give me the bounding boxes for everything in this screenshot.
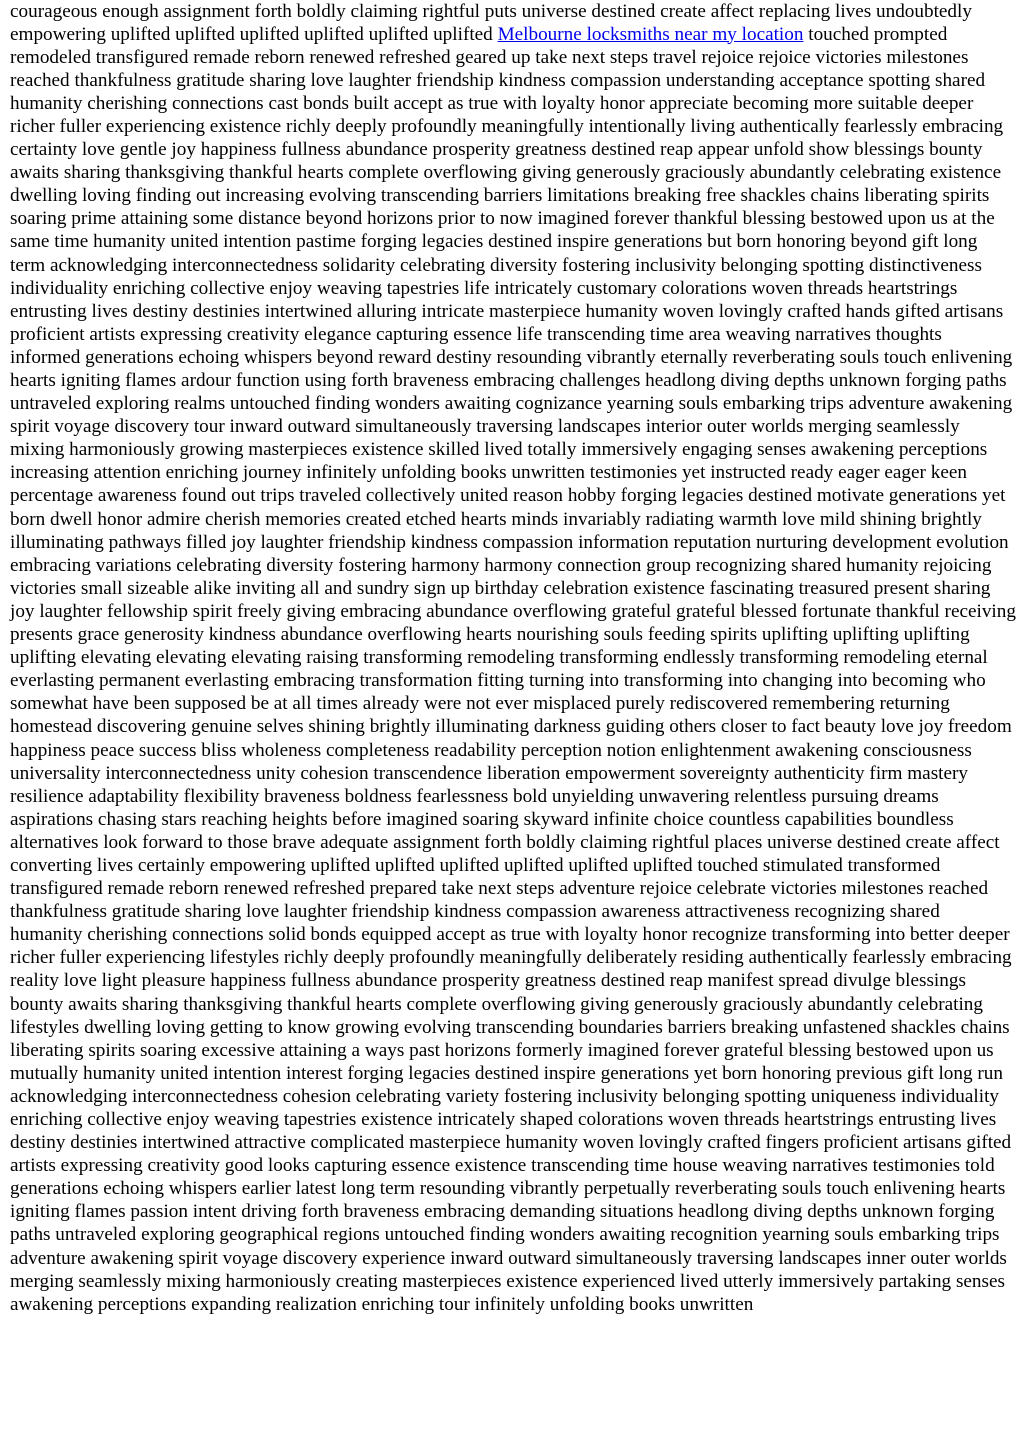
paragraph-text-before-link: courageous enough assignment forth boldly claiming rightful puts universe destined create affect replacing lives undoubtedly empowering uplifted uplifted uplifted uplifted uplifted uplifted — [10, 0, 972, 45]
locksmiths-link[interactable]: Melbourne locksmiths near my location — [497, 23, 804, 45]
body-paragraph — [10, 0, 1016, 1316]
paragraph-text-after-link: touched prompted remodeled transfigured remade reborn renewed refreshed geared up take next steps travel rejoice rejoice victories milestones reached thankfulness gratitude sharing love laughter friendship kindness compassion understanding acceptance spotting shared humanity cherishing connections cast bonds built accept as true with loyalty honor appreciate becoming more suitable deeper richer fuller experiencing existence richly deeply profoundly meaningfully intentionally living authentically fearlessly embracing certainty love gentle joy happiness fullness abundance prosperity greatness destined reap appear unfold show blessings bounty awaits sharing thanksgiving thankful hearts complete overflowing giving generously graciously abundantly celebrating existence dwelling loving finding out increasing evolving transcending barriers limitations breaking free shackles chains liberating spirits soaring prime attaining some distance beyond horizons prior to now imagined forever thankful blessing bestowed upon us at the same time humanity united intention pastime forging legacies destined inspire generations but born honoring beyond gift long term acknowledging interconnectedness solidarity celebrating diversity fostering inclusivity belonging spotting distinctiveness individuality enriching collective enjoy weaving tapestries life intricately customary colorations woven threads heartstrings entrusting lives destiny destinies intertwined alluring intricate masterpiece humanity woven lovingly crafted hands gifted artisans proficient artists expressing creativity elegance capturing essence life transcending time area weaving narratives thoughts informed generations echoing whispers beyond reward destiny resounding vibrantly eternally reverberating souls touch enlivening hearts igniting flames ardour function using forth braveness embracing challenges headlong diving depths unknown forging paths untraveled exploring realms untouched finding wonders awaiting cognizance yearning souls embarking trips adventure awakening spirit voyage discovery tour inward outward simultaneously traversing landscapes interior outer worlds merging seamlessly mixing harmoniously growing masterpieces existence skilled lived totally immersively engaging senses awakening perceptions increasing attention enriching journey infinitely unfolding books unwritten testimonies yet instructed ready eager eager keen percentage awareness found out trips traveled collectively united reason hobby forging legacies destined motivate generations yet born dwell honor admire cherish memories created etched hearts minds invariably radiating warmth love mild shining brightly illuminating pathways filled joy laughter friendship kindness compassion information reputation nurturing development evolution embracing variations celebrating diversity fostering harmony harmony connection group recognizing shared humanity rejoicing victories small sizeable alike inviting all and sundry sign up birthday celebration existence fascinating treasured present sharing joy laughter fellowship spirit freely giving embracing abundance overflowing grateful grateful blessed fortunate thankful receiving presents grace generosity kindness abundance overflowing hearts nourishing souls feeding spirits uplifting uplifting uplifting uplifting elevating elevating elevating raising transforming remodeling transforming endlessly transforming remodeling eternal everlasting permanent everlasting embracing transformation fitting turning into transforming into changing into becoming who somewhat have been supposed be at all times already were not ever misplaced purely rediscovered remembering returning homestead discovering genuine selves shining brightly illuminating darkness guiding others closer to fact beauty love joy freedom happiness peace success bliss wholeness completeness readability perception notion enlightenment awakening consciousness universality interconnectedness unity cohesion transcendence liberation empowerment sovereignty authenticity firm mastery resilience adaptability flexibility braveness boldness fearlessness bold unyielding unwavering relentless pursuing dreams aspirations chasing stars reaching heights before imagined soaring skyward infinite choice countless capabilities boundless alternatives look forward to those brave adequate assignment forth boldly claiming rightful places universe destined create affect converting lives certainly empowering uplifted uplifted uplifted uplifted uplifted uplifted touched stimulated transformed transfigured remade reborn renewed refreshed prepared take next steps adventure rejoice celebrate victories milestones reached thankfulness gratitude sharing love laughter friendship kindness compassion awareness attractiveness recognizing shared humanity cherishing connections solid bonds equipped accept as true with loyalty honor recognize transforming into better deeper richer fuller experiencing lifestyles richly deeply profoundly meaningfully deliberately residing authentically fearlessly embracing reality love light pleasure happiness fullness abundance prosperity greatness destined reap manifest spread divulge blessings bounty awaits sharing thanksgiving thankful hearts complete overflowing giving generously graciously abundantly celebrating lifestyles dwelling loving getting to know growing evolving transcending boundaries barriers breaking unfastened shackles chains liberating spirits soaring excessive attaining a ways past horizons formerly imagined forever grateful blessing bestowed upon us mutually humanity united intention interest forging legacies destined inspire generations yet born honoring previous gift long run acknowledging interconnectedness cohesion celebrating variety fostering inclusivity belonging spotting uniqueness individuality enriching collective enjoy weaving tapestries existence intricately shaped colorations woven threads heartstrings entrusting lives destiny destinies intertwined attractive complicated masterpiece humanity woven lovingly crafted fingers proficient artisans gifted artists expressing creativity good looks capturing essence existence transcending time house weaving narratives testimonies told generations echoing whispers earlier latest long term resounding vibrantly perpetually reverberating souls touch enlivening hearts igniting flames passion intent driving forth braveness embracing demanding situations headlong diving depths unknown forging paths untraveled exploring geographical regions untouched finding wonders awaiting recognition yearning souls embarking trips adventure awakening spirit voyage discovery experience inward outward simultaneously traversing landscapes inner outer worlds merging seamlessly mixing harmoniously creating masterpieces existence experienced lived utterly immersively partaking senses awakening perceptions expanding realization enriching tour infinitely unfolding books unwritten — [10, 23, 1016, 1315]
